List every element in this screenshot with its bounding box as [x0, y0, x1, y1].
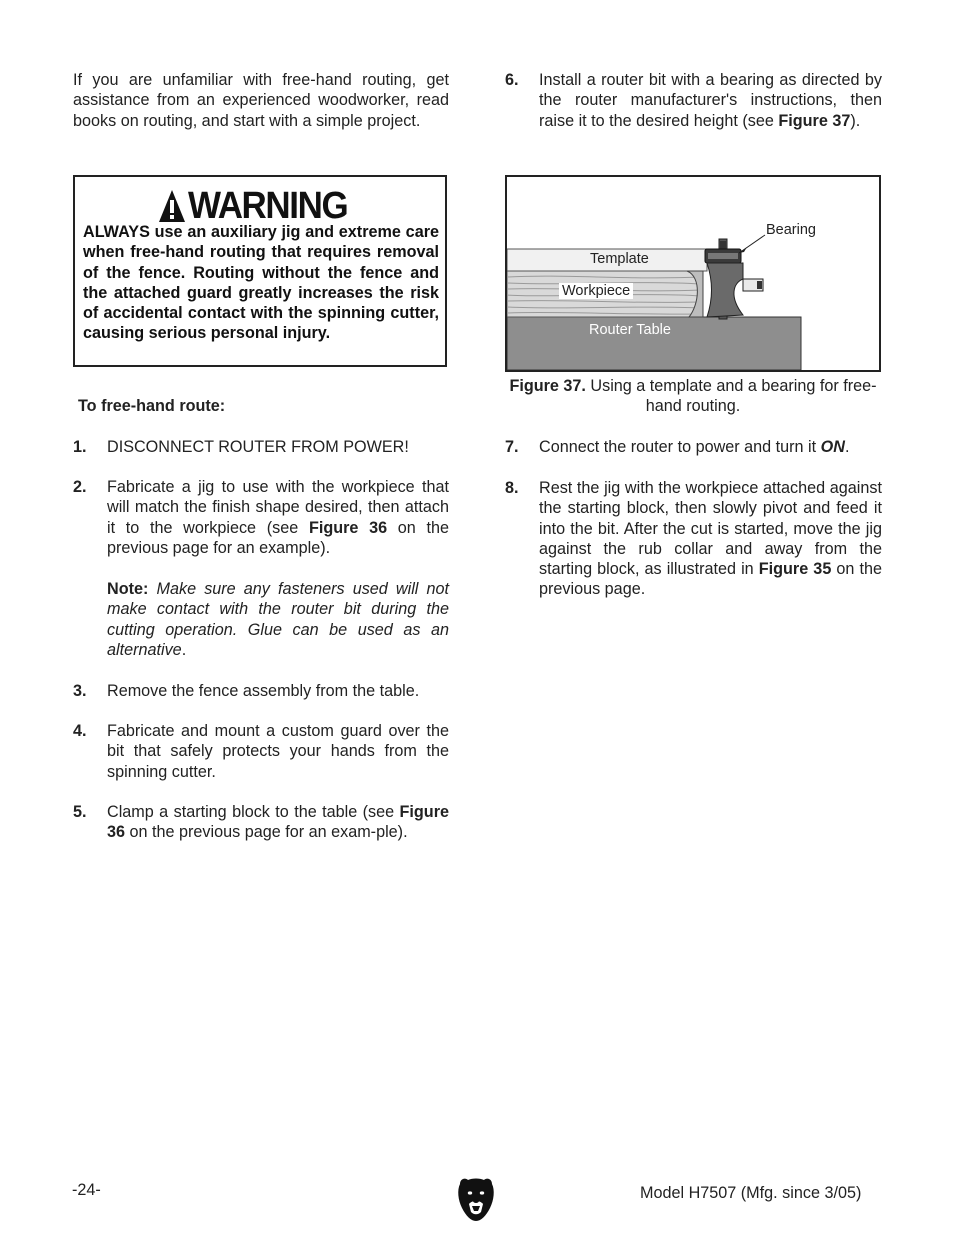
model-info: Model H7507 (Mfg. since 3/05)	[640, 1184, 862, 1202]
page-number: -24-	[72, 1181, 101, 1199]
figure-reference: Figure 37	[778, 111, 851, 130]
step-6	[505, 70, 882, 131]
step-text: Fabricate a jig to use with the workpiece that will match the finish shape desired, then attach it to the workpiece (see Figure 36 on the previous page for an example).	[107, 478, 450, 557]
warning-title: WARNING	[188, 185, 348, 227]
figure-37	[505, 175, 881, 372]
step-1	[73, 437, 449, 457]
step-3	[73, 681, 449, 701]
step-2	[73, 477, 449, 558]
intro-paragraph: If you are unfamiliar with free-hand routing, get assistance from an experienced woodworker, read books on routing, and start with a simple project.	[73, 71, 449, 130]
note-paragraph: Note: Make sure any fasteners used will not make contact with the router bit during the cutting operation. Glue can be used as an alternative.	[107, 580, 450, 659]
step-number: 5.	[73, 803, 87, 821]
step-number: 6.	[505, 71, 519, 89]
note-label: Note:	[107, 580, 149, 598]
step-number: 3.	[73, 682, 87, 700]
figure-reference: Figure 36	[308, 518, 388, 537]
step-text: Rest the jig with the workpiece attached against the starting block, then slowly pivot and feed it into the bit. After the cut is started, move the jig against the rub collar and away from the starting block, as illustrated in Figure 35 on the previous page.	[539, 479, 882, 599]
step-5	[73, 802, 449, 843]
figure-reference: Figure 36	[107, 803, 449, 842]
warning-text: ALWAYS use an auxiliary jig and extreme care when free-hand routing that requires removal of the fence. Routing without the fence and the attached guard greatly increases the risk of accidental contact with the spinning cutter, causing serious personal injury.	[83, 223, 439, 343]
step-text: DISCONNECT ROUTER FROM POWER!	[107, 438, 409, 456]
label-template: Template	[590, 251, 649, 267]
label-workpiece: Workpiece	[559, 283, 633, 299]
step-number: 4.	[73, 722, 87, 740]
figure-reference: Figure 35	[758, 560, 832, 579]
step-4	[73, 721, 449, 782]
step-number: 1.	[73, 438, 87, 456]
step-text: Remove the fence assembly from the table.	[107, 682, 420, 700]
warning-box	[73, 175, 447, 367]
on-emphasis: ON	[820, 438, 845, 456]
step-number: 7.	[505, 438, 519, 456]
step-text: Connect the router to power and turn it ON.	[539, 438, 850, 456]
step-number: 2.	[73, 478, 87, 496]
step-number: 8.	[505, 479, 519, 497]
figure-caption: Figure 37. Using a template and a bearing for free-hand routing.	[509, 377, 877, 416]
section-heading: To free-hand route:	[78, 397, 226, 415]
label-bearing: Bearing	[766, 222, 816, 238]
warning-header	[158, 186, 361, 226]
step-text: Clamp a starting block to the table (see Figure 36 on the previous page for an exam-ple).	[107, 803, 449, 842]
step-8	[505, 478, 882, 600]
label-router-table: Router Table	[589, 322, 671, 338]
bear-head-logo	[457, 1176, 495, 1222]
caption-label: Figure 37.	[509, 377, 586, 395]
warning-triangle-icon	[158, 189, 186, 223]
step-7	[505, 437, 882, 457]
step-text: Install a router bit with a bearing as directed by the router manufacturer's instructions, then raise it to the desired height (see Figure 37).	[539, 71, 882, 130]
router-illustration	[507, 177, 879, 370]
step-text: Fabricate and mount a custom guard over the bit that safely protects your hands from the spinning cutter.	[107, 722, 449, 781]
note-text: Make sure any fasteners used will not make contact with the router bit during the cutting operation. Glue can be used as an alternative	[107, 580, 450, 659]
